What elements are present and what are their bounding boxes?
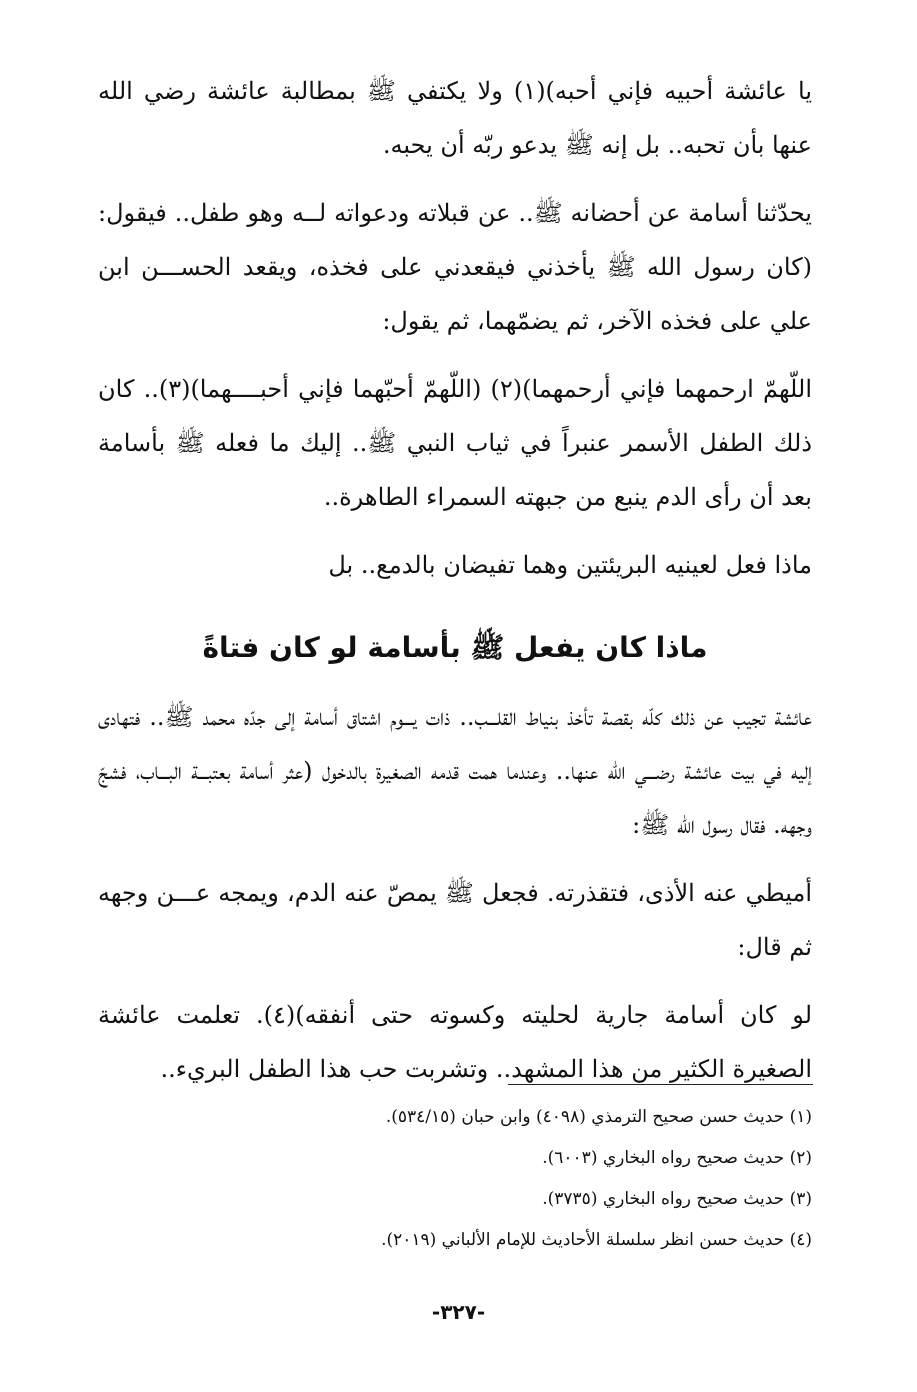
paragraph-7: لو كان أسامة جارية لحليته وكسوته حتى أنفقه)(٤). تعلمت عائشة الصغيرة الكثير من هذا المشهد.. وتشربت حب هذا الطفل البريء.. xyxy=(98,1001,813,1083)
page-number: -٣٢٧- xyxy=(431,1300,486,1324)
paragraph-4: ماذا فعل لعينيه البريئتين وهما تفيضان بالدمع.. بل xyxy=(328,551,812,579)
paragraph-1: يا عائشة أحبيه فإني أحبه)(١) ولا يكتفي ﷺ بمطالبة عائشة رضي الله عنها بأن تحبه.. بل إنه ﷺ يدعو ربّه أن يحبه. xyxy=(98,77,813,159)
footnote-divider xyxy=(508,1084,813,1085)
footnotes xyxy=(98,1097,812,1261)
section-heading: ماذا كان يفعل ﷺ بأسامة لو كان فتاةً xyxy=(202,631,708,664)
footnote-3: (٣) حديث صحيح رواه البخاري (٣٧٣٥). xyxy=(542,1189,812,1209)
paragraph-6: أميطي عنه الأذى، فتقذرته. فجعل ﷺ يمصّ عنه الدم، ويمجه عـــن وجهه ثم قال: xyxy=(98,879,812,961)
page-body xyxy=(98,64,812,1110)
footnote-4: (٤) حديث حسن انظر سلسلة الأحاديث للإمام الألباني (٢٠١٩). xyxy=(381,1230,812,1250)
paragraph-2: يحدّثنا أسامة عن أحضانه ﷺ.. عن قبلاته ودعواته لــه وهو طفل.. فيقول: (كان رسول الله ﷺ يأخذني فيقعدني على فخذه، ويقعد الحســـن ابن علي على فخذه الآخر، ثم يضمّهما، ثم يقول: xyxy=(98,199,812,335)
paragraph-5: عائشة تجيب عن ذلك كلّه بقصة تأخذ بنياط القلـــب.. ذات يـــوم اشتاق أسامة إلى جدّه محمد ﷺ.. فتهادى إليه في بيت عائشة رضـــي الله عنها.. وعندما همت قدمه الصغيرة بالدخول (عثر أسامة بعتبـــة البـــاب، فشجّ وجهه. فقال رسول الله ﷺ: xyxy=(98,703,812,839)
footnote-1: (١) حديث حسن صحيح الترمذي (٤٠٩٨) وابن حبان (٥٣٤/١٥). xyxy=(385,1107,812,1127)
paragraph-3: اللّهمّ ارحمهما فإني أرحمهما)(٢) (اللّهمّ أحبّهما فإني أحبــــهما)(٣).. كان ذلك الطفل الأسمر عنبراً في ثياب النبي ﷺ.. إليك ما فعله ﷺ بأسامة بعد أن رأى الدم ينبع من جبهته السمراء الطاهرة.. xyxy=(98,375,812,511)
footnote-2: (٢) حديث صحيح رواه البخاري (٦٠٠٣). xyxy=(542,1148,812,1168)
